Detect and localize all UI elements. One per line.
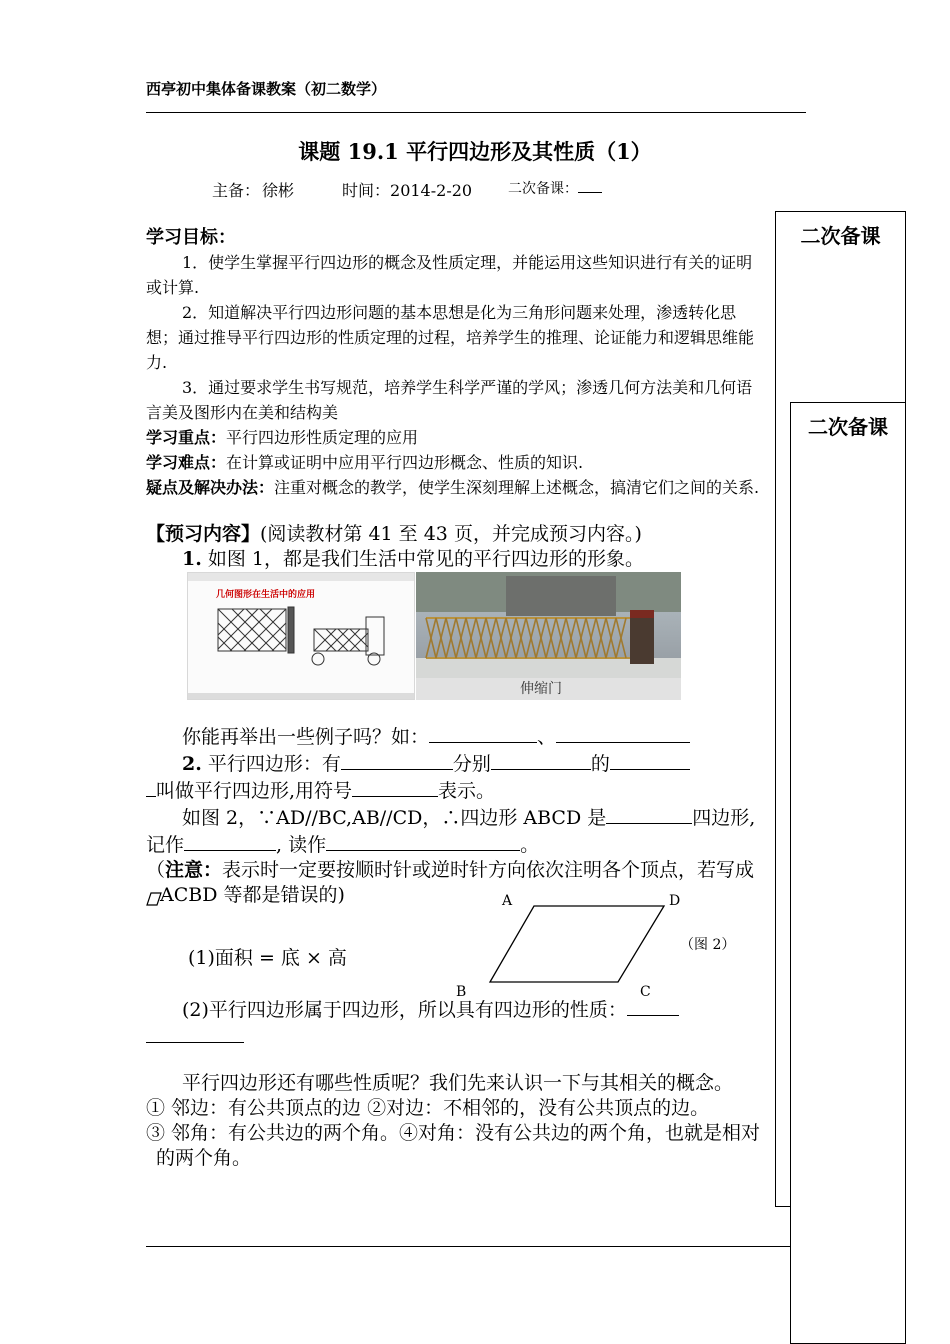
lattice-gate-drawing (188, 573, 414, 699)
q2-blank-2 (491, 750, 591, 770)
question-3-part-c: , 读作 (276, 834, 327, 856)
question-3-part-d: 。 (520, 834, 540, 856)
property-line (146, 996, 764, 1023)
preview-section (146, 522, 764, 572)
vertex-d-label: D (669, 893, 681, 909)
preview-heading-line (146, 522, 764, 547)
example-blank-2 (556, 723, 690, 743)
questions-section (146, 723, 764, 908)
method (146, 475, 764, 500)
objectives-section (146, 226, 764, 500)
question-2-part-c: 的 (590, 753, 610, 775)
q3-blank-3 (326, 831, 520, 851)
key-point (146, 425, 764, 450)
property-text: (2)平行四边形属于四边形，所以具有四边形的性质： (182, 999, 627, 1021)
difficulty-text: 在计算或证明中应用平行四边形概念、性质的知识. (226, 453, 584, 472)
concept-1: ① 邻边：有公共顶点的边 ②对边：不相邻的，没有公共顶点的边。 (146, 1097, 710, 1119)
sidebar-label-1: 二次备课 (800, 224, 881, 248)
preview-heading: 【预习内容】 (146, 523, 261, 545)
lesson-title: 课题 19.1 平行四边形及其性质（1） (298, 139, 652, 164)
figure-1-left-caption: 几何图形在生活中的应用 (216, 590, 316, 600)
time-line (342, 178, 472, 201)
question-3 (146, 804, 764, 858)
note-text: 表示时一定要按顺时针或逆时针方向依次注明各个顶点，若写成 (222, 859, 755, 881)
q3-blank-1 (606, 804, 692, 824)
question-2-cont (146, 777, 764, 804)
q2-symbol-blank (352, 777, 438, 797)
author-line (212, 178, 294, 201)
objective-1: 1．使学生掌握平行四边形的概念及性质定理，并能运用这些知识进行有关的证明或计算. (146, 253, 753, 297)
question-2-part-a: 平行四边形：有 (201, 753, 341, 775)
question-2-part-e: 表示。 (438, 780, 496, 802)
difficulty-label: 学习难点： (146, 453, 227, 472)
examples-separator: 、 (537, 726, 557, 748)
question-2-num: 2. (182, 753, 202, 775)
property-blank-1 (627, 996, 679, 1016)
time-value: 2014-2-20 (390, 181, 473, 200)
difficulty (146, 450, 764, 475)
q3-blank-2 (184, 831, 276, 851)
objectives-heading: 学习目标： (146, 227, 236, 248)
figure-2-caption: （图 2） (680, 937, 736, 953)
second-prep-label: 二次备课： (508, 181, 578, 197)
key-point-label: 学习重点： (146, 428, 227, 447)
note-label: 注意： (165, 859, 223, 881)
key-point-text: 平行四边形性质定理的应用 (226, 428, 419, 447)
note-open: （ (146, 859, 166, 881)
property-line-2 (146, 1023, 764, 1050)
time-label: 时间： (342, 181, 391, 200)
examples-line (146, 723, 764, 750)
header-rule (146, 112, 806, 113)
objective-3: 3．通过要求学生书写规范，培养学生科学严谨的学风；渗透几何方法美和几何语言美及图形内在美和结构美 (146, 378, 753, 422)
footer-rule (146, 1246, 790, 1247)
sidebar-box-2 (790, 402, 906, 1344)
second-prep-blank (578, 178, 602, 193)
preview-note: (阅读教材第 41 至 43 页，并完成预习内容。) (260, 523, 642, 545)
figure-1-left-bottombar (188, 693, 414, 699)
parallelogram-abcd (490, 906, 664, 982)
q2-blank-1 (341, 750, 453, 770)
examples-text: 你能再举出一些例子吗？如： (182, 726, 430, 748)
objective-2: 2．知道解决平行四边形问题的基本思想是化为三角形问题来处理，渗透转化思想；通过推导平行四边形的性质定理的过程，培养学生的推理、论证能力和逻辑思维能力. (146, 303, 755, 372)
second-prep-line (508, 178, 602, 198)
vertex-b-label: B (456, 984, 467, 1000)
area-formula: (1)面积 = 底 × 高 (188, 947, 347, 969)
note-text-2: ACBD 等都是错误的) (160, 884, 345, 906)
method-text: 注重对概念的教学，使学生深刻理解上述概念，搞清它们之间的关系. (274, 478, 760, 497)
question-1 (146, 547, 764, 572)
question-1-num: 1. (182, 548, 202, 570)
figure-1-right-image (416, 572, 681, 700)
property-blank-2 (146, 1023, 244, 1043)
vertex-a-label: A (502, 893, 513, 909)
author-label: 主备： (212, 181, 261, 200)
q2-blank-3 (610, 750, 690, 770)
method-label: 疑点及解决办法： (146, 478, 275, 497)
property-section (146, 996, 764, 1050)
more-properties: 平行四边形还有哪些性质呢？我们先来认识一下与其相关的概念。 (182, 1072, 734, 1094)
vertex-c-label: C (640, 984, 651, 1000)
figure-1-right-caption: 伸缩门 (520, 681, 562, 697)
example-blank-1 (429, 723, 537, 743)
q2-blank-4 (146, 777, 156, 797)
question-1-text: 如图 1，都是我们生活中常见的平行四边形的形象。 (201, 548, 645, 570)
question-2-part-b: 分别 (452, 753, 491, 775)
question-3-part-a: 如图 2，∵AD//BC,AB//CD，∴四边形 ABCD 是 (182, 807, 607, 829)
sidebar-label-2: 二次备课 (808, 415, 888, 439)
question-3-part-b: 四边形, 记作 (146, 807, 756, 856)
parallelogram-symbol-icon (146, 887, 160, 901)
figure-1-left-image (187, 572, 415, 700)
author-name: 徐彬 (262, 181, 295, 200)
question-2 (146, 750, 764, 777)
school-header: 西亭初中集体备课教案（初二数学） (146, 80, 387, 98)
concepts-section (146, 1071, 764, 1171)
question-2-part-d: 叫做平行四边形,用符号 (156, 780, 353, 802)
concept-2: ③ 邻角：有公共边的两个角。④对角：没有公共边的两个角，也就是相对的两个角。 (146, 1122, 761, 1169)
